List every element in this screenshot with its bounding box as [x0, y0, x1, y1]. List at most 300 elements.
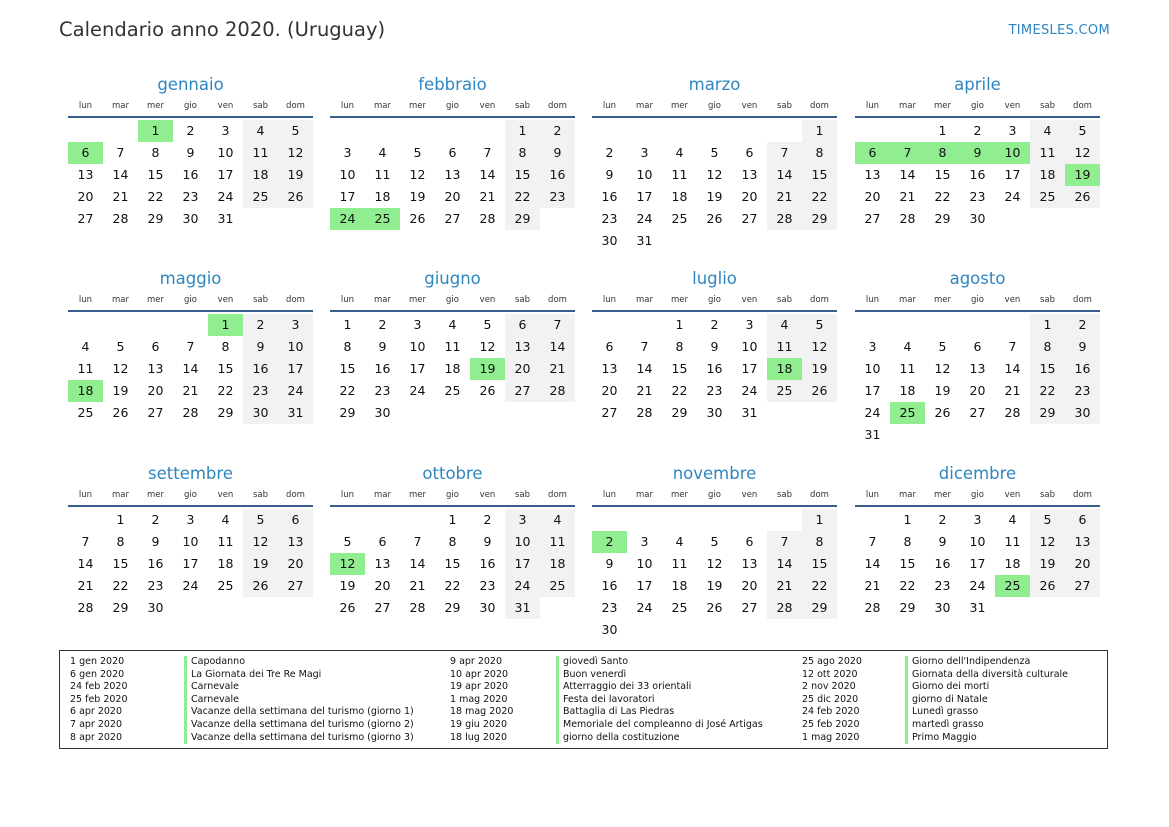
- weekday-label: gio: [446, 490, 459, 500]
- day-cell: 7: [868, 534, 877, 549]
- weekend-day-cell: 20: [278, 553, 313, 575]
- holiday-name: Vacanze della settimana del turismo (giorno 3): [184, 732, 414, 745]
- weekday-label: lun: [340, 295, 355, 305]
- holiday-name: giovedì Santo: [556, 656, 628, 669]
- day-cell: 3: [343, 145, 352, 160]
- weekday-label: sab: [776, 490, 793, 500]
- day-cell: 21: [479, 189, 496, 204]
- day-cell: 31: [864, 427, 881, 442]
- holiday-name: Primo Maggio: [905, 732, 977, 745]
- day-cell: 15: [671, 361, 688, 376]
- weekend-day-cell: 22: [1030, 380, 1065, 402]
- holiday-name: Capodanno: [184, 656, 245, 669]
- header-rule: [330, 116, 575, 118]
- day-cell: 13: [741, 556, 758, 571]
- day-cell: 19: [934, 383, 951, 398]
- day-cell: 3: [186, 512, 195, 527]
- weekend-day-cell: 26: [802, 380, 837, 402]
- weekend-day-cell: 5: [802, 314, 837, 336]
- day-cell: 23: [479, 578, 496, 593]
- day-cell: 22: [147, 189, 164, 204]
- holiday-day-cell: 12: [330, 553, 365, 575]
- day-cell: 13: [601, 361, 618, 376]
- weekend-day-cell: 18: [1030, 164, 1065, 186]
- day-cell: 10: [969, 534, 986, 549]
- day-cell: 24: [217, 189, 234, 204]
- weekend-day-cell: 1: [505, 120, 540, 142]
- holiday-name: Battaglia di Las Piedras: [556, 706, 674, 719]
- day-cell: 18: [899, 383, 916, 398]
- day-cell: 13: [374, 556, 391, 571]
- day-cell: 27: [864, 211, 881, 226]
- day-cell: 17: [741, 361, 758, 376]
- weekday-label: mer: [933, 295, 951, 305]
- weekday-label: mer: [408, 295, 426, 305]
- day-cell: 16: [601, 578, 618, 593]
- day-cell: 13: [77, 167, 94, 182]
- weekday-label: sab: [776, 101, 793, 111]
- weekday-label: lun: [602, 295, 617, 305]
- weekend-day-cell: 12: [1065, 142, 1100, 164]
- day-cell: 21: [864, 578, 881, 593]
- day-cell: 15: [217, 361, 234, 376]
- day-cell: 10: [182, 534, 199, 549]
- day-cell: 11: [77, 361, 94, 376]
- weekend-day-cell: 17: [278, 358, 313, 380]
- holiday-day-cell: 19: [1065, 164, 1100, 186]
- weekend-day-cell: 19: [802, 358, 837, 380]
- day-cell: 5: [938, 339, 947, 354]
- day-cell: 5: [710, 145, 719, 160]
- weekday-label: ven: [1004, 295, 1021, 305]
- day-cell: 1: [903, 512, 912, 527]
- weekend-day-cell: 29: [802, 597, 837, 619]
- weekday-label: mar: [112, 295, 129, 305]
- day-cell: 19: [112, 383, 129, 398]
- day-cell: 3: [745, 317, 754, 332]
- header-rule: [855, 505, 1100, 507]
- weekday-label: gio: [184, 490, 197, 500]
- holiday-name: giorno di Natale: [905, 694, 988, 707]
- day-cell: 15: [444, 556, 461, 571]
- weekend-day-cell: 20: [505, 358, 540, 380]
- day-cell: 10: [864, 361, 881, 376]
- weekend-day-cell: 26: [1065, 186, 1100, 208]
- weekend-day-cell: 7: [540, 314, 575, 336]
- day-cell: 9: [151, 534, 160, 549]
- weekend-day-cell: 9: [243, 336, 278, 358]
- holiday-name: Atterraggio dei 33 orientali: [556, 681, 691, 694]
- holiday-day-cell: 7: [890, 142, 925, 164]
- day-cell: 30: [934, 600, 951, 615]
- header-rule: [592, 310, 837, 312]
- weekend-day-cell: 30: [1065, 402, 1100, 424]
- day-cell: 1: [938, 123, 947, 138]
- weekend-day-cell: 25: [767, 380, 802, 402]
- holiday-date: 6 gen 2020: [70, 668, 125, 680]
- header-rule: [68, 505, 313, 507]
- day-cell: 15: [112, 556, 129, 571]
- weekend-day-cell: 31: [278, 402, 313, 424]
- day-cell: 19: [409, 189, 426, 204]
- day-cell: 13: [444, 167, 461, 182]
- day-cell: 1: [675, 317, 684, 332]
- weekend-day-cell: 4: [540, 509, 575, 531]
- day-cell: 26: [706, 600, 723, 615]
- day-cell: 22: [217, 383, 234, 398]
- day-cell: 14: [77, 556, 94, 571]
- weekend-day-cell: 4: [1030, 120, 1065, 142]
- holiday-name: martedì grasso: [905, 719, 984, 732]
- day-cell: 10: [636, 556, 653, 571]
- day-cell: 17: [409, 361, 426, 376]
- holiday-legend: [59, 650, 1108, 749]
- weekday-label: dom: [810, 490, 829, 500]
- day-cell: 11: [217, 534, 234, 549]
- weekday-label: mer: [670, 295, 688, 305]
- day-cell: 30: [706, 405, 723, 420]
- weekend-day-cell: 15: [505, 164, 540, 186]
- day-cell: 9: [378, 339, 387, 354]
- weekend-day-cell: 3: [278, 314, 313, 336]
- weekend-day-cell: 12: [1030, 531, 1065, 553]
- holiday-day-cell: 25: [890, 402, 925, 424]
- weekend-day-cell: 30: [243, 402, 278, 424]
- day-cell: 8: [116, 534, 125, 549]
- day-cell: 20: [147, 383, 164, 398]
- weekend-day-cell: 28: [767, 597, 802, 619]
- holiday-name: Giorno dei morti: [905, 681, 989, 694]
- day-cell: 16: [969, 167, 986, 182]
- page-title: Calendario anno 2020. (Uruguay): [59, 18, 386, 41]
- weekday-label: ven: [479, 295, 496, 305]
- day-cell: 20: [741, 189, 758, 204]
- holiday-date: 9 apr 2020: [450, 656, 503, 667]
- day-cell: 28: [182, 405, 199, 420]
- day-cell: 8: [903, 534, 912, 549]
- day-cell: 17: [969, 556, 986, 571]
- brand-link[interactable]: TIMESLES.COM: [1008, 23, 1110, 38]
- day-cell: 10: [409, 339, 426, 354]
- day-cell: 27: [969, 405, 986, 420]
- day-cell: 3: [640, 534, 649, 549]
- day-cell: 4: [448, 317, 457, 332]
- month-name: febbraio: [418, 75, 487, 94]
- weekend-day-cell: 23: [243, 380, 278, 402]
- day-cell: 1: [116, 512, 125, 527]
- weekend-day-cell: 13: [505, 336, 540, 358]
- day-cell: 28: [112, 211, 129, 226]
- day-cell: 20: [77, 189, 94, 204]
- day-cell: 29: [934, 211, 951, 226]
- day-cell: 26: [112, 405, 129, 420]
- day-cell: 3: [413, 317, 422, 332]
- day-cell: 20: [601, 383, 618, 398]
- holiday-date: 7 apr 2020: [70, 718, 123, 730]
- weekday-label: mer: [408, 490, 426, 500]
- day-cell: 31: [969, 600, 986, 615]
- day-cell: 23: [601, 211, 618, 226]
- weekend-day-cell: 5: [1030, 509, 1065, 531]
- weekday-label: sab: [776, 295, 793, 305]
- holiday-name: Vacanze della settimana del turismo (giorno 1): [184, 706, 414, 719]
- day-cell: 16: [479, 556, 496, 571]
- header-rule: [330, 310, 575, 312]
- weekday-label: dom: [548, 490, 567, 500]
- weekday-label: dom: [286, 490, 305, 500]
- day-cell: 24: [741, 383, 758, 398]
- weekend-day-cell: 23: [540, 186, 575, 208]
- weekend-day-cell: 13: [278, 531, 313, 553]
- header-rule: [68, 310, 313, 312]
- month-name: ottobre: [422, 464, 483, 483]
- day-cell: 17: [339, 189, 356, 204]
- day-cell: 29: [217, 405, 234, 420]
- weekend-day-cell: 10: [278, 336, 313, 358]
- holiday-day-cell: 6: [855, 142, 890, 164]
- weekday-label: gio: [446, 295, 459, 305]
- day-cell: 5: [483, 317, 492, 332]
- day-cell: 27: [741, 211, 758, 226]
- day-cell: 6: [448, 145, 457, 160]
- weekday-label: gio: [708, 101, 721, 111]
- holiday-day-cell: 25: [365, 208, 400, 230]
- weekend-day-cell: 18: [540, 553, 575, 575]
- day-cell: 22: [671, 383, 688, 398]
- holiday-date: 1 mag 2020: [450, 693, 508, 705]
- weekend-day-cell: 6: [278, 509, 313, 531]
- day-cell: 27: [601, 405, 618, 420]
- weekend-day-cell: 27: [1065, 575, 1100, 597]
- day-cell: 22: [899, 578, 916, 593]
- day-cell: 3: [1008, 123, 1017, 138]
- day-cell: 18: [444, 361, 461, 376]
- month-name: novembre: [672, 464, 757, 483]
- day-cell: 22: [339, 383, 356, 398]
- weekday-label: dom: [1073, 295, 1092, 305]
- day-cell: 3: [868, 339, 877, 354]
- weekday-label: sab: [1039, 295, 1056, 305]
- weekend-day-cell: 20: [1065, 553, 1100, 575]
- day-cell: 21: [899, 189, 916, 204]
- weekday-label: sab: [1039, 490, 1056, 500]
- weekend-day-cell: 25: [540, 575, 575, 597]
- day-cell: 30: [374, 405, 391, 420]
- day-cell: 30: [182, 211, 199, 226]
- weekday-label: sab: [514, 490, 531, 500]
- day-cell: 16: [934, 556, 951, 571]
- day-cell: 24: [182, 578, 199, 593]
- day-cell: 12: [934, 361, 951, 376]
- weekend-day-cell: 15: [802, 553, 837, 575]
- day-cell: 16: [706, 361, 723, 376]
- day-cell: 29: [147, 211, 164, 226]
- weekend-day-cell: 28: [767, 208, 802, 230]
- weekday-label: mar: [374, 490, 391, 500]
- weekday-label: lun: [340, 490, 355, 500]
- day-cell: 14: [899, 167, 916, 182]
- weekend-day-cell: 25: [243, 186, 278, 208]
- day-cell: 21: [409, 578, 426, 593]
- holiday-date: 25 feb 2020: [70, 693, 128, 705]
- holiday-date: 10 apr 2020: [450, 668, 509, 680]
- weekend-day-cell: 26: [1030, 575, 1065, 597]
- day-cell: 8: [448, 534, 457, 549]
- day-cell: 27: [374, 600, 391, 615]
- weekday-label: ven: [1004, 101, 1021, 111]
- day-cell: 25: [77, 405, 94, 420]
- day-cell: 7: [1008, 339, 1017, 354]
- day-cell: 7: [413, 534, 422, 549]
- day-cell: 14: [182, 361, 199, 376]
- day-cell: 30: [601, 622, 618, 637]
- month-name: maggio: [159, 269, 222, 288]
- weekday-label: ven: [217, 490, 234, 500]
- header-rule: [330, 505, 575, 507]
- weekday-label: gio: [446, 101, 459, 111]
- day-cell: 1: [448, 512, 457, 527]
- day-cell: 6: [151, 339, 160, 354]
- weekday-label: ven: [741, 101, 758, 111]
- weekend-day-cell: 8: [1030, 336, 1065, 358]
- holiday-name: Giorno dell'Indipendenza: [905, 656, 1030, 669]
- day-cell: 28: [864, 600, 881, 615]
- day-cell: 15: [899, 556, 916, 571]
- weekday-label: lun: [78, 101, 93, 111]
- weekday-label: mer: [670, 101, 688, 111]
- weekend-day-cell: 12: [802, 336, 837, 358]
- weekday-label: mer: [408, 101, 426, 111]
- holiday-name: Memoriale del compleanno di José Artigas: [556, 719, 763, 732]
- day-cell: 14: [112, 167, 129, 182]
- weekend-day-cell: 11: [767, 336, 802, 358]
- day-cell: 19: [706, 189, 723, 204]
- day-cell: 15: [147, 167, 164, 182]
- month-name: marzo: [688, 75, 741, 94]
- day-cell: 7: [640, 339, 649, 354]
- weekend-day-cell: 11: [243, 142, 278, 164]
- day-cell: 2: [973, 123, 982, 138]
- day-cell: 7: [116, 145, 125, 160]
- weekend-day-cell: 26: [278, 186, 313, 208]
- weekday-label: ven: [741, 490, 758, 500]
- day-cell: 12: [706, 167, 723, 182]
- holiday-date: 25 dic 2020: [802, 693, 859, 705]
- weekday-label: sab: [514, 101, 531, 111]
- day-cell: 11: [374, 167, 391, 182]
- weekend-day-cell: 19: [278, 164, 313, 186]
- day-cell: 30: [479, 600, 496, 615]
- weekend-day-cell: 16: [540, 164, 575, 186]
- holiday-date: 1 mag 2020: [802, 731, 860, 743]
- holiday-date: 25 feb 2020: [802, 718, 860, 730]
- day-cell: 9: [938, 534, 947, 549]
- weekday-label: lun: [865, 295, 880, 305]
- weekend-day-cell: 5: [243, 509, 278, 531]
- day-cell: 23: [374, 383, 391, 398]
- day-cell: 13: [864, 167, 881, 182]
- weekend-day-cell: 28: [540, 380, 575, 402]
- weekday-label: dom: [810, 101, 829, 111]
- weekend-day-cell: 29: [1030, 402, 1065, 424]
- day-cell: 26: [706, 211, 723, 226]
- day-cell: 25: [671, 600, 688, 615]
- day-cell: 29: [112, 600, 129, 615]
- weekend-day-cell: 10: [505, 531, 540, 553]
- day-cell: 2: [710, 317, 719, 332]
- holiday-date: 6 apr 2020: [70, 706, 123, 718]
- day-cell: 16: [182, 167, 199, 182]
- day-cell: 24: [636, 600, 653, 615]
- weekend-day-cell: 4: [243, 120, 278, 142]
- day-cell: 28: [77, 600, 94, 615]
- weekday-label: mar: [374, 101, 391, 111]
- weekend-day-cell: 8: [505, 142, 540, 164]
- holiday-date: 19 apr 2020: [450, 681, 509, 693]
- weekend-day-cell: 1: [802, 120, 837, 142]
- day-cell: 4: [378, 145, 387, 160]
- day-cell: 26: [934, 405, 951, 420]
- weekday-label: dom: [1073, 101, 1092, 111]
- weekday-label: ven: [217, 295, 234, 305]
- day-cell: 23: [969, 189, 986, 204]
- day-cell: 3: [973, 512, 982, 527]
- weekday-label: lun: [340, 101, 355, 111]
- day-cell: 9: [710, 339, 719, 354]
- holiday-date: 18 mag 2020: [450, 706, 514, 718]
- weekday-label: sab: [1039, 101, 1056, 111]
- day-cell: 9: [186, 145, 195, 160]
- weekend-day-cell: 6: [505, 314, 540, 336]
- day-cell: 26: [409, 211, 426, 226]
- holiday-day-cell: 10: [995, 142, 1030, 164]
- weekend-day-cell: 7: [767, 531, 802, 553]
- weekend-day-cell: 19: [1030, 553, 1065, 575]
- day-cell: 26: [339, 600, 356, 615]
- day-cell: 7: [186, 339, 195, 354]
- day-cell: 16: [147, 556, 164, 571]
- weekend-day-cell: 11: [1030, 142, 1065, 164]
- weekend-day-cell: 21: [767, 575, 802, 597]
- weekend-day-cell: 22: [802, 575, 837, 597]
- weekday-label: ven: [479, 490, 496, 500]
- header-rule: [855, 310, 1100, 312]
- weekday-label: gio: [184, 295, 197, 305]
- holiday-name: Buon venerdì: [556, 669, 626, 682]
- day-cell: 6: [605, 339, 614, 354]
- weekday-label: lun: [78, 490, 93, 500]
- weekend-day-cell: 12: [278, 142, 313, 164]
- month-name: dicembre: [938, 464, 1017, 483]
- weekend-day-cell: 2: [540, 120, 575, 142]
- weekend-day-cell: 5: [278, 120, 313, 142]
- day-cell: 27: [444, 211, 461, 226]
- day-cell: 21: [77, 578, 94, 593]
- holiday-day-cell: 8: [925, 142, 960, 164]
- weekend-day-cell: 14: [767, 553, 802, 575]
- day-cell: 12: [706, 556, 723, 571]
- holiday-date: 19 giu 2020: [450, 718, 507, 730]
- day-cell: 20: [864, 189, 881, 204]
- day-cell: 8: [343, 339, 352, 354]
- holiday-day-cell: 25: [995, 575, 1030, 597]
- day-cell: 22: [112, 578, 129, 593]
- weekend-day-cell: 13: [1065, 531, 1100, 553]
- holiday-date: 2 nov 2020: [802, 681, 856, 693]
- day-cell: 17: [217, 167, 234, 182]
- holiday-date: 24 feb 2020: [70, 681, 128, 693]
- day-cell: 9: [605, 556, 614, 571]
